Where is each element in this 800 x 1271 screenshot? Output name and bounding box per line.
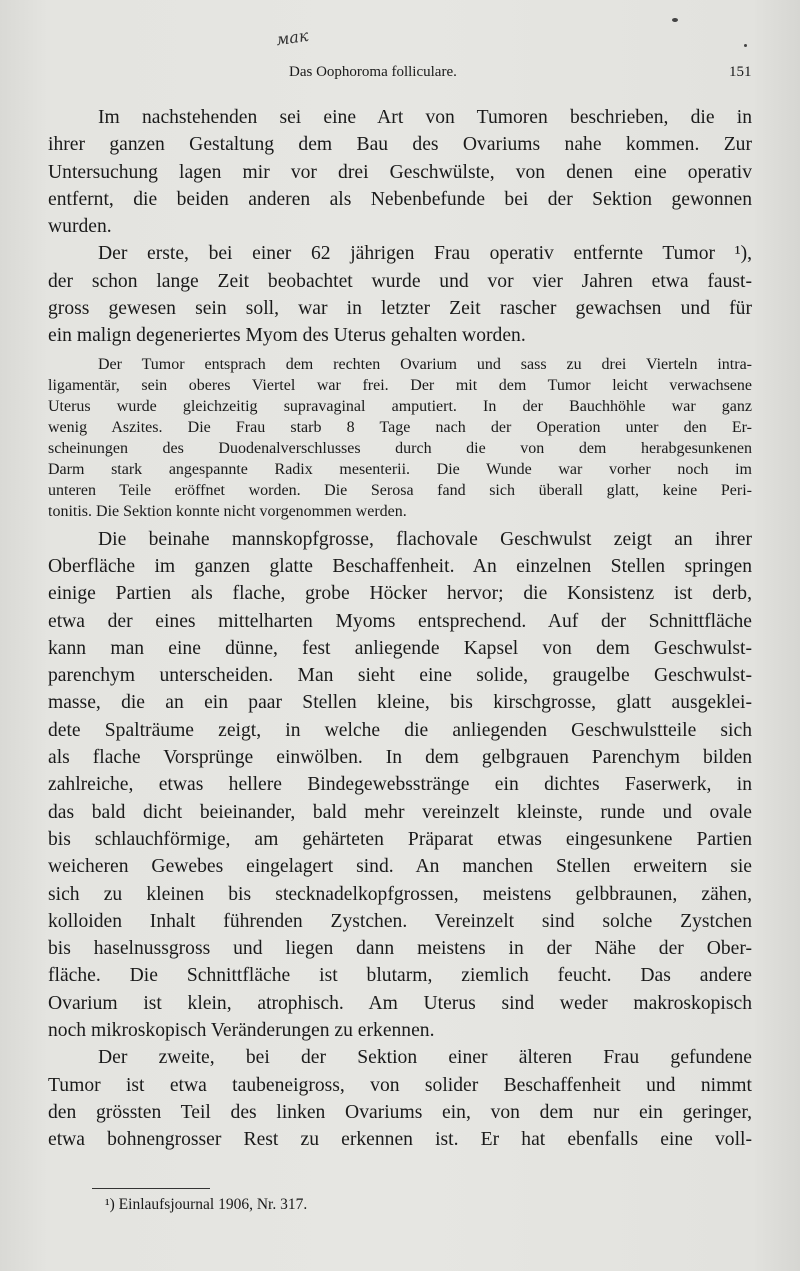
text-line: ein malign degeneriertes Myom des Uterus gehalten worden. (48, 325, 526, 347)
text-line: bis haselnussgross und liegen dann meistens in der Nähe der Ober- (48, 938, 752, 960)
text-line: Ovarium ist klein, atrophisch. Am Uterus sind weder makroskopisch (48, 992, 752, 1014)
text-line: scheinungen des Duodenalverschlusses durch die von dem herabgesunkenen (48, 439, 752, 457)
page-number: 151 (729, 64, 752, 80)
text-line: kann man eine dünne, fest anliegende Kapsel von dem Geschwulst- (48, 637, 752, 659)
text-line: Tumor ist etwa taubeneigross, von solider Beschaffenheit und nimmt (48, 1074, 752, 1096)
text-line: Oberfläche im ganzen glatte Beschaffenheit. An einzelnen Stellen springen (48, 555, 752, 577)
running-title: Das Oophoroma folliculare. (289, 64, 457, 80)
text-line: unteren Teile eröffnet worden. Die Serosa fand sich überall glatt, keine Peri- (48, 481, 752, 499)
paragraph (48, 1044, 752, 1153)
text-line: Der Tumor entsprach dem rechten Ovarium und sass zu drei Vierteln intra- (98, 355, 752, 373)
body-text (48, 104, 752, 1154)
running-header (0, 64, 800, 86)
text-line: fläche. Die Schnittfläche ist blutarm, ziemlich feucht. Das andere (48, 965, 752, 987)
text-line: parenchym unterscheiden. Man sieht eine solide, graugelbe Geschwulst- (48, 665, 752, 687)
text-line: Untersuchung lagen mir vor drei Geschwülste, von denen eine operativ (48, 161, 752, 183)
text-line: ligamentär, sein oberes Viertel war frei. Der mit dem Tumor leicht verwachsene (48, 376, 752, 394)
text-line: der schon lange Zeit beobachtet wurde und vor vier Jahren etwa faust- (48, 270, 752, 292)
text-line: wenig Aszites. Die Frau starb 8 Tage nach der Operation unter den Er- (48, 418, 752, 436)
text-line: etwa der eines mittelharten Myoms entsprechend. Auf der Schnittfläche (48, 610, 752, 632)
text-line: tonitis. Die Sektion konnte nicht vorgenommen werden. (48, 502, 407, 520)
text-line: Der erste, bei einer 62 jährigen Frau operativ entfernte Tumor ¹), (98, 243, 752, 265)
text-line: etwa bohnengrosser Rest zu erkennen ist. Er hat ebenfalls eine voll- (48, 1129, 752, 1151)
footnote-rule (92, 1188, 210, 1189)
text-line: gross gewesen sein soll, war in letzter Zeit rascher gewachsen und für (48, 298, 752, 320)
paragraph (48, 104, 752, 240)
small-print-paragraph (48, 354, 752, 522)
paragraph (48, 240, 752, 349)
text-line: entfernt, die beiden anderen als Nebenbefunde bei der Sektion gewonnen (48, 188, 752, 210)
library-stamp: мак (274, 25, 310, 50)
text-line: zahlreiche, etwas hellere Bindegewebsstränge ein dichtes Faserwerk, in (48, 774, 752, 796)
text-line: kolloiden Inhalt führenden Zystchen. Vereinzelt sind solche Zystchen (48, 910, 752, 932)
text-line: noch mikroskopisch Veränderungen zu erkennen. (48, 1020, 435, 1042)
text-line: Darm stark angespannte Radix mesenterii. Die Wunde war vorher noch im (48, 460, 752, 478)
text-line: einige Partien als flache, grobe Höcker hervor; die Konsistenz ist derb, (48, 583, 752, 605)
text-line: weicheren Gewebes eingelagert sind. An manchen Stellen erweitern sie (48, 856, 752, 878)
text-line: als flache Vorsprünge einwölben. In dem gelbgrauen Parenchym bilden (48, 747, 752, 769)
text-line: den grössten Teil des linken Ovariums ein, von dem nur ein geringer, (48, 1101, 752, 1123)
text-line: Im nachstehenden sei eine Art von Tumoren beschrieben, die in (98, 107, 752, 128)
text-line: das bald dicht beieinander, bald mehr vereinzelt kleinste, runde und ovale (48, 801, 752, 823)
text-line: wurden. (48, 216, 112, 238)
text-line: Der zweite, bei der Sektion einer älteren Frau gefundene (98, 1047, 752, 1069)
paragraph (48, 526, 752, 1045)
text-line: Uterus wurde gleichzeitig supravaginal amputiert. In der Bauchhöhle war ganz (48, 397, 752, 415)
text-line: ihrer ganzen Gestaltung dem Bau des Ovariums nahe kommen. Zur (48, 134, 752, 156)
ink-speck (744, 44, 747, 47)
text-line: dete Spalträume zeigt, in welche die anliegenden Geschwulstteile sich (48, 719, 752, 741)
text-line: Die beinahe mannskopfgrosse, flachovale Geschwulst zeigt an ihrer (98, 528, 752, 550)
text-line: sich zu kleinen bis stecknadelkopfgrossen, meistens gelbbraunen, zähen, (48, 883, 752, 905)
text-line: bis schlauchförmige, am gehärteten Präparat etwas eingesunkene Partien (48, 828, 752, 850)
ink-speck (672, 18, 678, 22)
footnote: ¹) Einlaufsjournal 1906, Nr. 317. (105, 1196, 308, 1213)
text-line: masse, die an ein paar Stellen kleine, bis kirschgrosse, glatt ausgeklei- (48, 692, 752, 714)
